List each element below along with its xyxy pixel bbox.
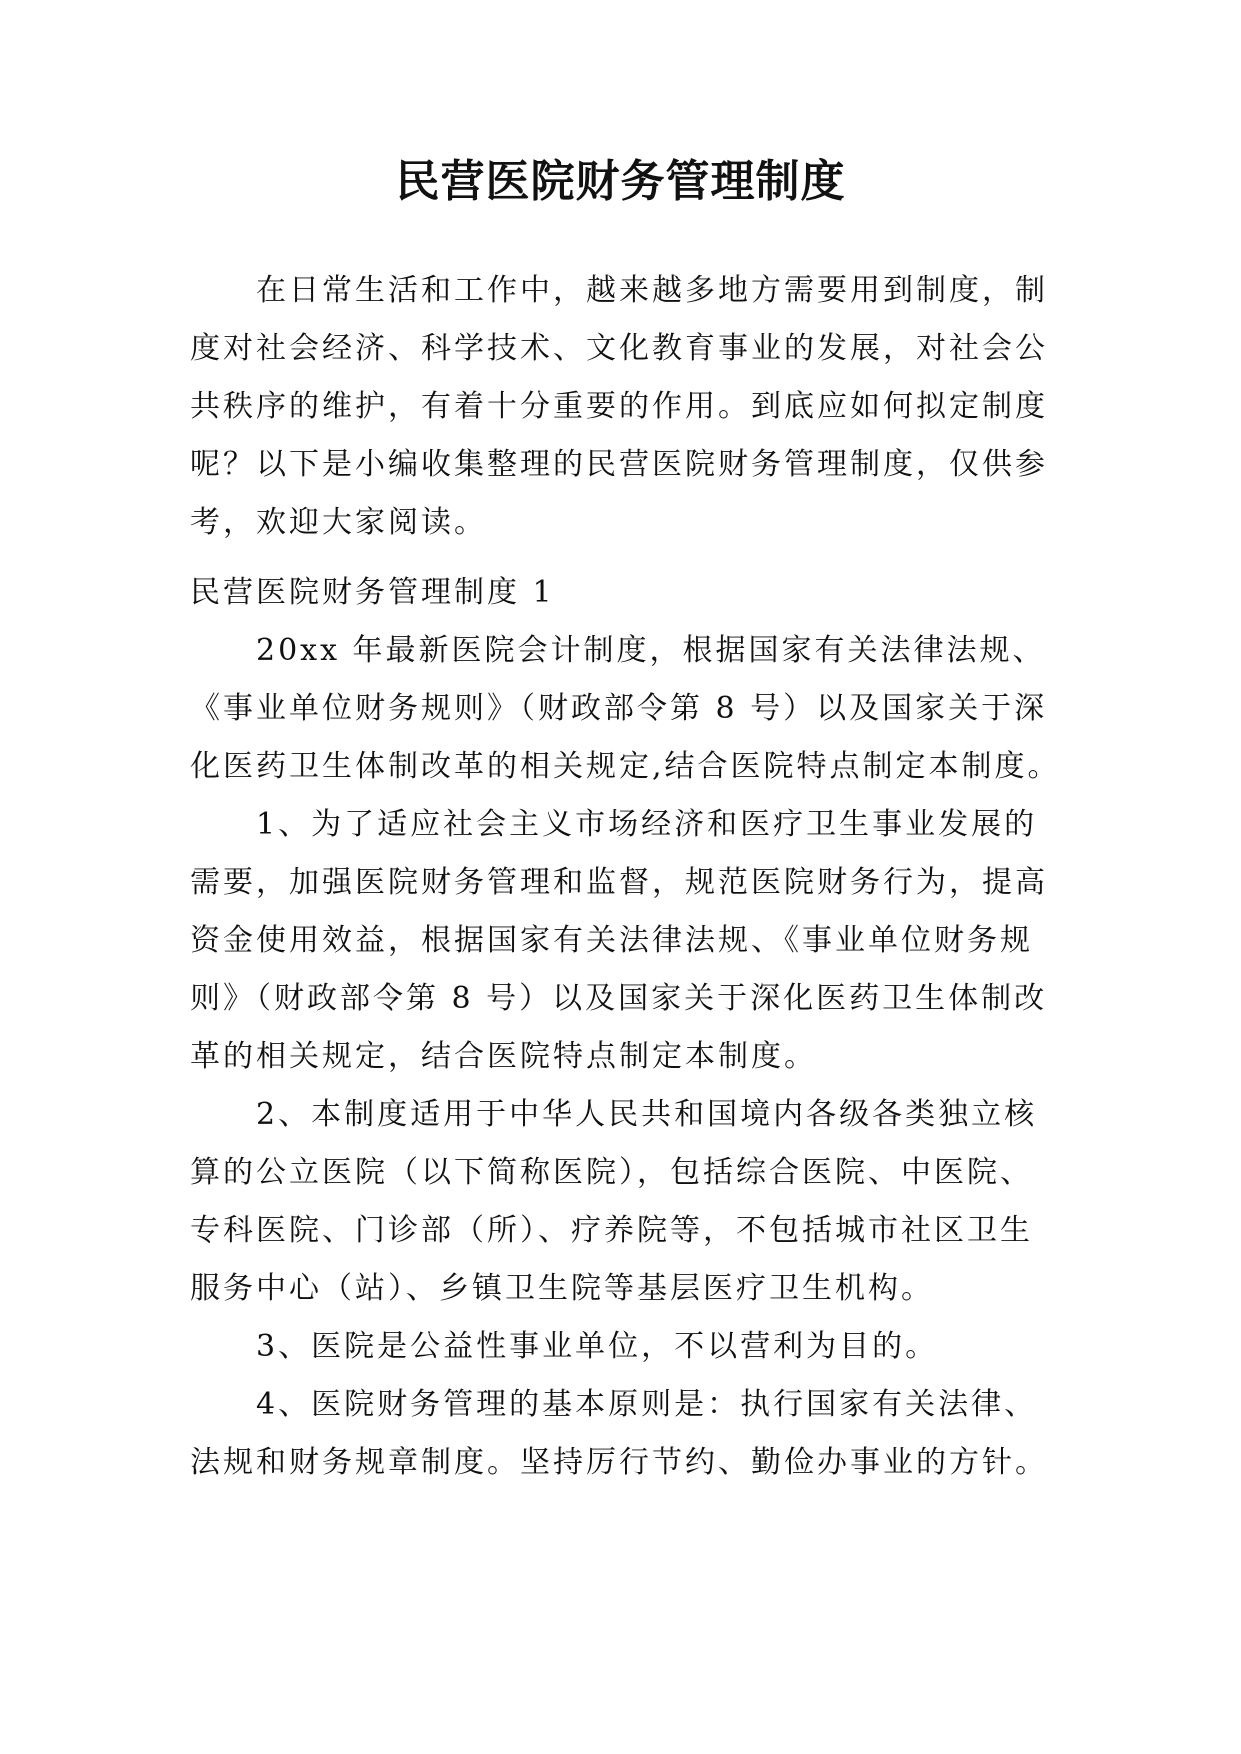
text-line: 4、医院财务管理的基本原则是：执行国家有关法律、 [256, 1387, 1038, 1422]
paragraph [190, 622, 1061, 796]
section-1 [190, 564, 1061, 1492]
document-title: 民营医院财务管理制度 [395, 156, 846, 207]
text-line: 服务中心（站）、乡镇卫生院等基层医疗卫生机构。 [190, 1271, 934, 1306]
text-line: 3、医院是公益性事业单位，不以营利为目的。 [256, 1329, 939, 1364]
text-line: 1、为了适应社会主义市场经济和医疗卫生事业发展的 [256, 807, 1038, 842]
text-line: 革的相关规定，结合医院特点制定本制度。 [190, 1039, 817, 1074]
text-line: 法规和财务规章制度。坚持厉行节约、勤俭办事业的方针。 [190, 1445, 1048, 1480]
paragraph [190, 1376, 1050, 1492]
text-line: 《事业单位财务规则》（财政部令第 8 号）以及国家关于深 [190, 691, 1048, 726]
text-line: 呢？以下是小编收集整理的民营医院财务管理制度，仅供参 [190, 447, 1048, 482]
paragraph [190, 796, 1050, 1086]
text-line: 共秩序的维护，有着十分重要的作用。到底应如何拟定制度 [190, 389, 1048, 424]
paragraph [190, 1318, 1050, 1376]
text-line: 算的公立医院（以下简称医院），包括综合医院、中医院、 [190, 1155, 1033, 1190]
text-line: 度对社会经济、科学技术、文化教育事业的发展，对社会公 [190, 331, 1048, 366]
text-line: 需要，加强医院财务管理和监督，规范医院财务行为，提高 [190, 865, 1048, 900]
text-line: 专科医院、门诊部（所）、疗养院等，不包括城市社区卫生 [190, 1213, 1033, 1248]
text-line: 化医药卫生体制改革的相关规定,结合医院特点制定本制度。 [190, 749, 1061, 784]
text-line: 在日常生活和工作中，越来越多地方需要用到制度，制 [256, 273, 1048, 308]
text-line: 20xx 年最新医院会计制度，根据国家有关法律法规、 [256, 633, 1046, 668]
section-heading: 民营医院财务管理制度 1 [190, 575, 555, 610]
text-line: 2、本制度适用于中华人民共和国境内各级各类独立核 [256, 1097, 1038, 1132]
intro-paragraph [190, 262, 1050, 552]
text-line: 考，欢迎大家阅读。 [190, 505, 487, 540]
paragraph [190, 1086, 1050, 1318]
text-line: 则》（财政部令第 8 号）以及国家关于深化医药卫生体制改 [190, 981, 1048, 1016]
text-line: 资金使用效益，根据国家有关法律法规、《事业单位财务规 [190, 923, 1033, 958]
